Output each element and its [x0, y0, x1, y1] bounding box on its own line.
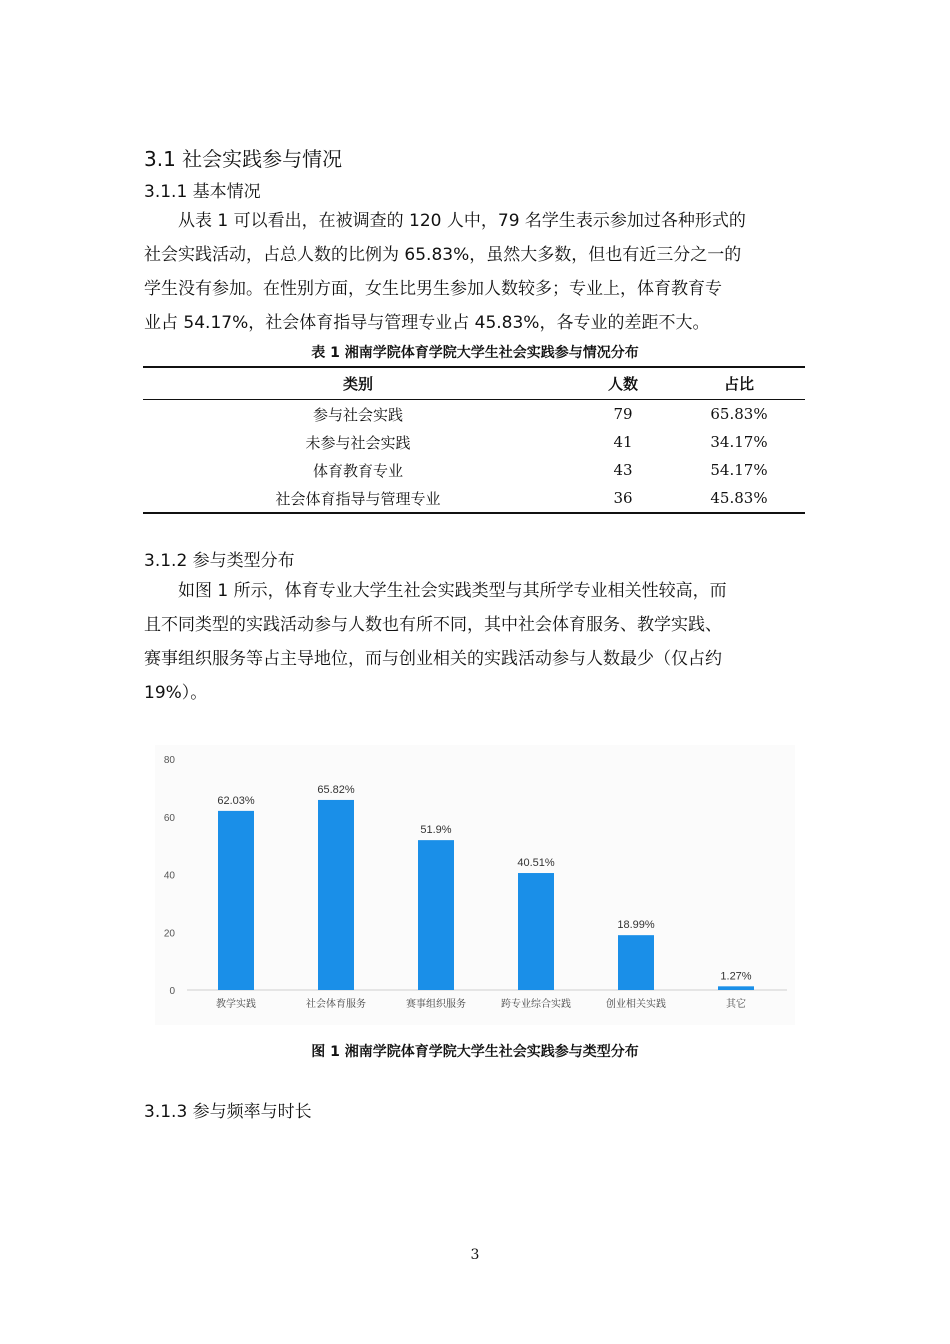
- y-tick-label: 20: [163, 928, 175, 940]
- table-cell: 45.83%: [673, 484, 805, 513]
- x-tick-label: 其它: [726, 999, 746, 1010]
- subsection-heading-basic: 3.1.1 基本情况: [144, 182, 261, 202]
- table-cell: 65.83%: [710, 405, 768, 423]
- bar: [518, 873, 554, 990]
- y-tick-label: 80: [163, 755, 175, 766]
- paragraph-line: 从表 1 可以看出，在被调查的 120 人中，79 名学生表示参加过各种形式的: [178, 211, 746, 231]
- table-cell: 参与社会实践: [312, 405, 403, 424]
- paragraph-basic: [144, 204, 806, 340]
- subsection-heading-frequency: 3.1.3 参与频率与时长: [144, 1102, 312, 1122]
- x-tick-label: 赛事组织服务: [406, 999, 466, 1010]
- data-label: 18.99%: [617, 919, 655, 932]
- table-cell: 43: [613, 461, 633, 479]
- subsection-heading-types: 3.1.2 参与类型分布: [144, 551, 295, 571]
- paragraph-line: 19%）。: [144, 683, 208, 703]
- table-cell: 未参与社会实践: [305, 433, 411, 452]
- bar: [618, 935, 654, 990]
- section-heading: 3.1 社会实践参与情况: [144, 147, 343, 171]
- x-tick-label: 创业相关实践: [606, 999, 666, 1010]
- data-label: 65.82%: [317, 783, 355, 796]
- data-label: 51.9%: [420, 824, 452, 837]
- bar-chart-svg: [155, 745, 795, 1025]
- data-label: 62.03%: [217, 794, 255, 807]
- table-cell: 79: [613, 405, 633, 423]
- x-tick-label: 教学实践: [216, 999, 256, 1010]
- table-row: [143, 428, 805, 456]
- bar: [418, 840, 454, 990]
- paragraph-types: [144, 574, 806, 710]
- paragraph-line: 如图 1 所示，体育专业大学生社会实践类型与其所学专业相关性较高，而: [178, 581, 727, 601]
- page-number: 3: [470, 1247, 480, 1263]
- table-header-row: [143, 367, 805, 400]
- paragraph-line: 学生没有参加。在性别方面，女生比男生参加人数较多；专业上，体育教育专: [144, 279, 722, 299]
- x-tick-label: 跨专业综合实践: [501, 999, 571, 1010]
- table-row: [143, 400, 805, 429]
- y-tick-label: 40: [163, 870, 175, 882]
- table-cell: 社会体育指导与管理专业: [143, 484, 573, 513]
- table-cell: 41: [613, 433, 633, 451]
- table-cell: 36: [573, 484, 673, 513]
- table-row: [143, 456, 805, 484]
- table-cell: 体育教育专业: [312, 461, 403, 480]
- y-tick-label: 0: [169, 986, 175, 997]
- table-caption: 表 1 湘南学院体育学院大学生社会实践参与情况分布: [311, 345, 639, 361]
- bar: [318, 800, 354, 990]
- table-cell: 34.17%: [710, 433, 768, 451]
- bar-chart: [155, 745, 795, 1025]
- table-cell: 54.17%: [710, 461, 768, 479]
- data-label: 1.27%: [720, 970, 752, 983]
- table-header-category: 类别: [143, 367, 573, 400]
- figure-caption: 图 1 湘南学院体育学院大学生社会实践参与类型分布: [311, 1044, 639, 1060]
- table-row: [143, 484, 805, 513]
- table-header-ratio: 占比: [673, 367, 805, 400]
- paragraph-line: 赛事组织服务等占主导地位，而与创业相关的实践活动参与人数最少（仅占约: [144, 649, 722, 669]
- paragraph-line: 业占 54.17%，社会体育指导与管理专业占 45.83%，各专业的差距不大。: [144, 313, 710, 333]
- paragraph-line: 且不同类型的实践活动参与人数也有所不同，其中社会体育服务、教学实践、: [144, 615, 722, 635]
- y-tick-label: 60: [163, 812, 175, 824]
- paragraph-line: 社会实践活动，占总人数的比例为 65.83%，虽然大多数，但也有近三分之一的: [144, 245, 742, 265]
- data-label: 40.51%: [517, 857, 555, 870]
- bar: [218, 811, 254, 990]
- bar: [718, 986, 754, 990]
- participation-table: [143, 366, 805, 514]
- table-header-count: 人数: [573, 367, 673, 400]
- x-tick-label: 社会体育服务: [306, 999, 366, 1010]
